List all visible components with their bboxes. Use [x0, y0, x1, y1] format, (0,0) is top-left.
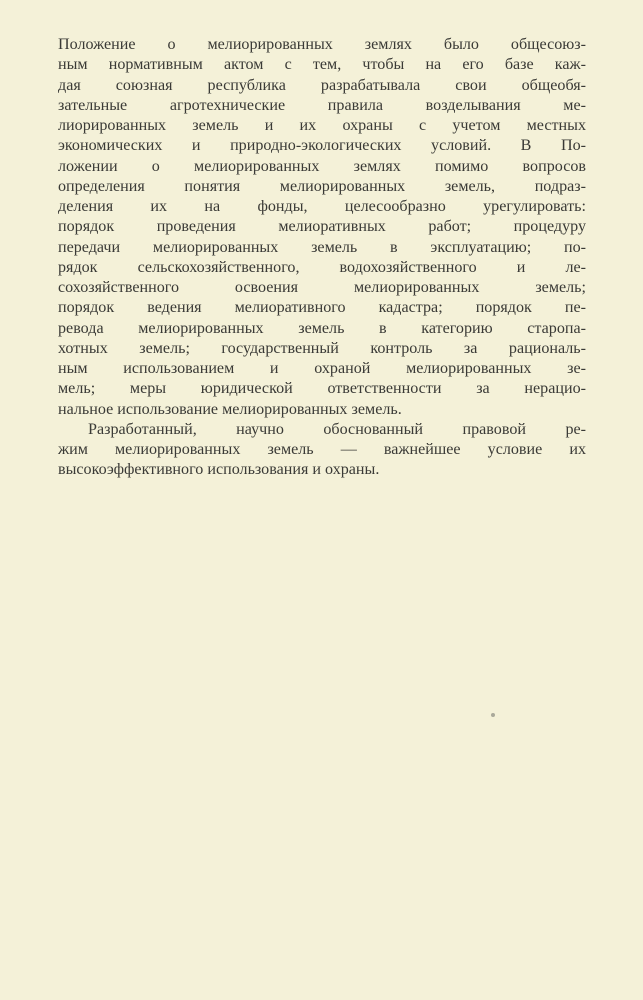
text-line: высокоэффективного использования и охраны. — [58, 461, 380, 479]
text-line: деления их на фонды, целесообразно урегулировать: — [58, 198, 586, 215]
text-line: Разработанный, научно обоснованный правовой ре- — [88, 420, 586, 438]
text-line: ложении о мелиорированных землях помимо вопросов — [58, 157, 586, 175]
text-line: хотных земель; государственный контроль за рациональ- — [58, 339, 586, 357]
text-line: ным нормативным актом с тем, чтобы на его базе каж- — [58, 56, 586, 74]
body-text — [58, 35, 586, 481]
text-line: ревода мелиорированных земель в категорию старопа- — [58, 319, 586, 337]
text-line: нальное использование мелиорированных земель. — [58, 400, 402, 418]
paper-speck — [491, 713, 495, 717]
text-line: определения понятия мелиорированных земель, подраз- — [58, 177, 586, 195]
text-line: сохозяйственного освоения мелиорированных земель; — [58, 279, 586, 296]
text-line: лиорированных земель и их охраны с учетом местных — [58, 117, 586, 134]
text-line: мель; меры юридической ответственности за нерацио- — [58, 380, 586, 398]
paragraph-1 — [58, 35, 586, 420]
text-line: зательные агротехнические правила возделывания ме- — [58, 96, 586, 114]
text-line: ным использованием и охраной мелиорированных зе- — [58, 360, 586, 377]
text-line: рядок сельскохозяйственного, водохозяйственного и ле- — [58, 258, 586, 276]
text-line: порядок ведения мелиоративного кадастра; порядок пе- — [58, 299, 586, 317]
paragraph-2 — [58, 420, 586, 481]
text-line: передачи мелиорированных земель в эксплуатацию; по- — [58, 238, 586, 256]
text-line: жим мелиорированных земель — важнейшее условие их — [58, 441, 586, 458]
text-line: Положение о мелиорированных землях было общесоюз- — [58, 36, 586, 53]
text-line: экономических и природно-экологических условий. В По- — [58, 137, 586, 155]
text-line: дая союзная республика разрабатывала свои общеобя- — [58, 76, 586, 94]
text-line: порядок проведения мелиоративных работ; процедуру — [58, 218, 586, 236]
